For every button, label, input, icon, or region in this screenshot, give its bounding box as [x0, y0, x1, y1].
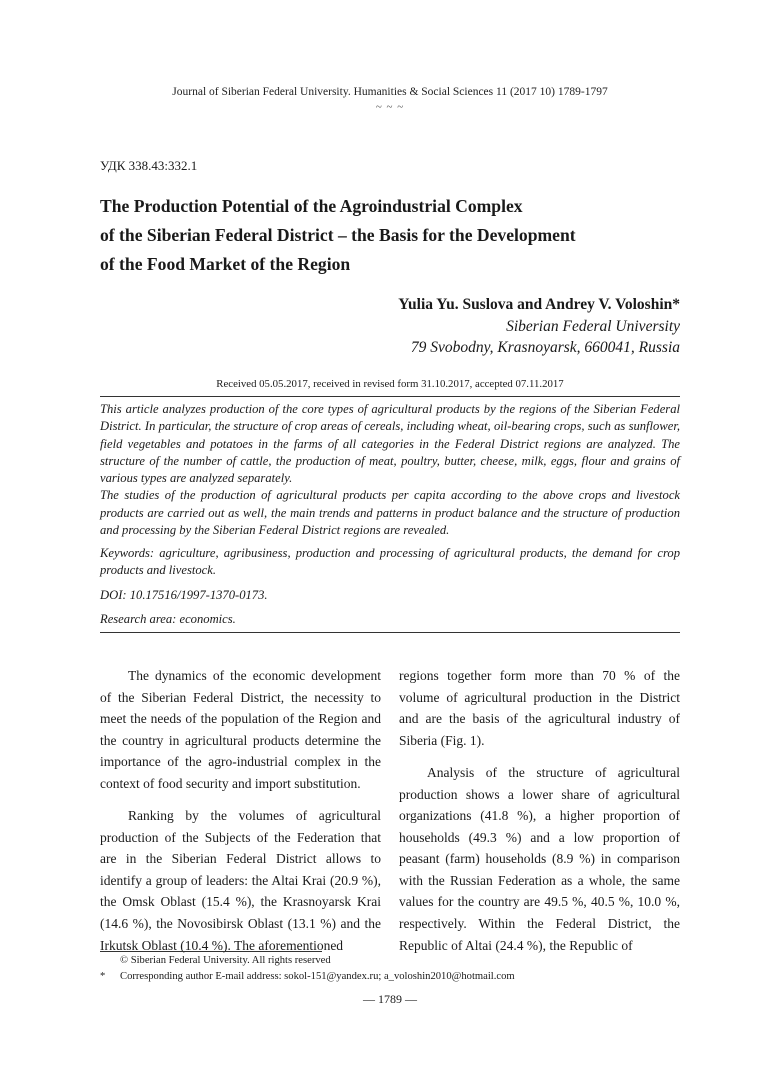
footnote-mark: *	[100, 970, 106, 982]
abstract-top-rule	[100, 396, 680, 397]
author-names: Yulia Yu. Suslova and Andrey V. Voloshin*	[398, 296, 680, 313]
footnote-rule	[100, 951, 322, 952]
abstract-paragraph: This article analyzes production of the core types of agricultural products by the regions of the Siberian Federal District. In particular, the structure of crop areas of cereals, including wheat, oil-bearing crops, such as sunflower, field vegetables and potatoes in the farms of all categories in the Federal District regions are analyzed. The structure of the number of cattle, the production of meat, poultry, butter, cheese, milk, eggs, flour and grains of various types are analyzed separately.	[100, 402, 680, 486]
article-title	[100, 192, 680, 279]
body-paragraph: regions together form more than 70 % of the volume of agricultural production in the District and are the basis of the agricultural industry of Siberia (Fig. 1).	[399, 668, 680, 748]
author-affiliation: Siberian Federal University	[506, 317, 680, 335]
body-paragraph: The dynamics of the economic development of the Siberian Federal District, the necessity to meet the needs of the population of the Region and the country in agricultural products determine the importance of the agro-industrial complex in the context of food security and import substitution.	[100, 668, 381, 791]
copyright-footnote: © Siberian Federal University. All rights reserved	[120, 955, 331, 966]
abstract-bottom-rule	[100, 632, 680, 633]
body-paragraph: Analysis of the structure of agricultural production shows a lower share of agricultural organizations (41.8 %), a higher proportion of households (49.3 %) and a low proportion of peasant (farm) households (8.9 %) in comparison with the Russian Federation as a whole, the same values for the country are 49.5 %, 40.5 %, 10.0 %, respectively. Within the Federal District, the Republic of Altai (24.4 %), the Republic of	[399, 765, 680, 953]
keywords-text: Keywords: agriculture, agribusiness, production and processing of agricultural products, the demand for crop products and livestock.	[100, 546, 680, 578]
body-column-right	[399, 665, 680, 956]
received-dates: Received 05.05.2017, received in revised form 31.10.2017, accepted 07.11.2017	[216, 378, 564, 390]
page-number: — 1789 —	[363, 992, 417, 1006]
keywords	[100, 545, 680, 580]
title-line: of the Food Market of the Region	[100, 254, 351, 274]
body-paragraph: Ranking by the volumes of agricultural production of the Subjects of the Federation that are in the Siberian Federal District allows to identify a group of leaders: the Altai Krai (20.9 %), the Omsk Oblast (15.4 %), the Krasnoyarsk Krai (14.6 %), the Novosibirsk Oblast (13.1 %) and the Irkutsk Oblast (10.4 %). The aforementioned	[100, 808, 381, 953]
body-column-left	[100, 665, 381, 956]
udc-code: УДК 338.43:332.1	[100, 158, 198, 173]
doi: DOI: 10.17516/1997-1370-0173.	[100, 588, 268, 602]
author-address: 79 Svobodny, Krasnoyarsk, 660041, Russia	[410, 339, 680, 356]
abstract	[100, 401, 680, 539]
header-separator: ~ ~ ~	[375, 101, 405, 113]
abstract-paragraph: The studies of the production of agricultural products per capita according to the above crops and livestock products are carried out as well, the main trends and patterns in product balance and the structure of production and processing by the Siberian Federal District regions are revealed.	[100, 488, 680, 538]
research-area: Research area: economics.	[100, 612, 236, 626]
author-block	[398, 294, 680, 359]
author-footnote	[100, 969, 680, 985]
title-line: of the Siberian Federal District – the Basis for the Development	[100, 225, 576, 245]
author-footnote-text: Corresponding author E-mail address: sokol-151@yandex.ru; a_voloshin2010@hotmail.com	[120, 970, 515, 982]
footnotes	[100, 953, 680, 984]
title-line: The Production Potential of the Agroindustrial Complex	[100, 196, 523, 216]
journal-header: Journal of Siberian Federal University. Humanities & Social Sciences 11 (2017 10) 1789-1797	[172, 86, 608, 98]
